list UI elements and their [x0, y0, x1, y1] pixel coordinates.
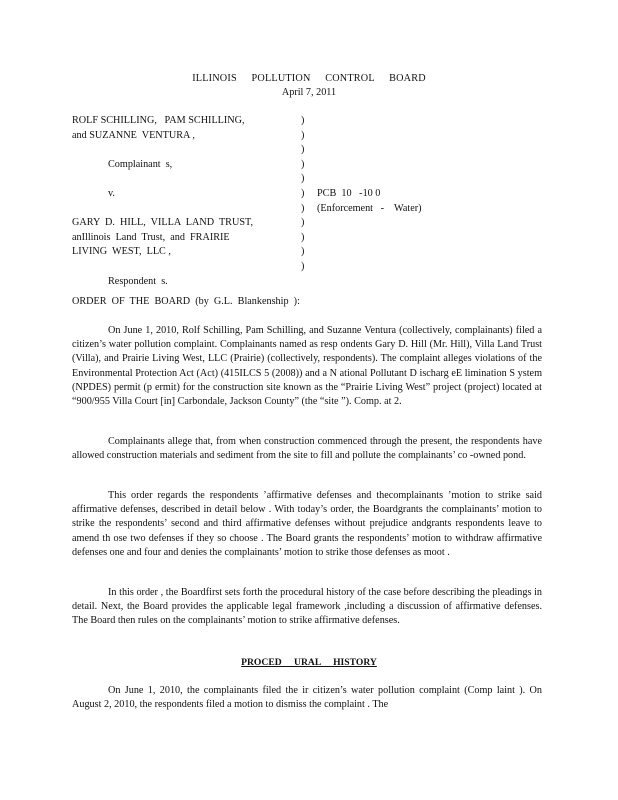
complainants-line-1: ROLF SCHILLING, PAM SCHILLING,	[72, 115, 245, 126]
order-title: ORDER OF THE BOARD (by G.L. Blankenship ):	[72, 296, 300, 307]
case-info	[317, 187, 422, 216]
respondents-line-1: GARY D. HILL, VILLA LAND TRUST,	[72, 217, 254, 229]
paren: )	[301, 231, 305, 243]
case-type: (Enforcement - Water)	[317, 202, 422, 214]
caption-parties	[72, 114, 307, 289]
case-number: PCB 10 -10 0	[317, 188, 381, 199]
order-date: April 7, 2011	[281, 87, 337, 98]
respondents-line-2: anIllinois Land Trust, and FRAIRIE	[72, 231, 230, 243]
paren: )	[301, 260, 305, 272]
paragraph-2: Complainants allege that, from when construction commenced through the present, the respondents have allowed construction materials and sediment from the site to fill and pollute the complainants’ co -owned pond.	[72, 436, 542, 462]
paren: )	[301, 187, 305, 199]
paren: )	[301, 144, 305, 156]
paragraph-1: On June 1, 2010, Rolf Schilling, Pam Schilling, and Suzanne Ventura (collectively, complainants) filed a citizen’s water pollution complaint. Complainants named as resp ondents Gary D. Hill (Mr. Hill), Villa Land Trust (Villa), and Prairie Living West, LLC (Prairie) (collectively, respondents). The complaint alleges violations of the Environmental Protection Act (Act) (415ILCS 5 (2008)) and a N ational Pollutant D ischarg eE limination S ystem (NPDES) permit (p ermit) for the construction site known as the “Prairie Living West” project (project) located at “900/955 Villa Court [in] Carbondale, Jackson County” (the “site ”). Comp. at 2.	[72, 325, 542, 408]
paren: )	[301, 217, 305, 229]
paren: )	[301, 173, 305, 185]
section-title: PROCED URAL HISTORY	[241, 657, 377, 668]
board-name: ILLINOIS POLLUTION CONTROL BOARD	[192, 73, 426, 84]
paren: )	[301, 202, 305, 214]
paren: )	[301, 129, 305, 141]
paragraph-4: In this order , the Boardfirst sets forth the procedural history of the case before describing the pleadings in detail. Next, the Board provides the applicable legal framework ,including a discussion of affirmative defenses. The Board then rules on the complainants’ motion to strike affirmative defenses.	[72, 587, 542, 627]
respondents-label: Respondent s.	[108, 275, 168, 287]
paragraph-5: On June 1, 2010, the complainants filed the ir citizen’s water pollution complaint (Comp laint ). On August 2, 2010, the respondents filed a motion to dismiss the complaint . The	[72, 685, 542, 711]
respondents-line-3: LIVING WEST, LLC ,	[72, 246, 171, 258]
complainants-line-2: and SUZANNE VENTURA ,	[72, 129, 195, 141]
complainants-label: Complainant s,	[108, 158, 173, 170]
caption-parentheses	[301, 114, 311, 275]
paren: )	[301, 115, 305, 126]
versus: v.	[108, 187, 115, 199]
paren: )	[301, 158, 305, 170]
paragraph-3: This order regards the respondents ’affirmative defenses and thecomplainants ’motion to strike said affirmative defenses, described in detail below . With today’s order, the Boardgrants the complainants’ motion to strike the respondents’ second and third affirmative defenses without prejudice andgrants respondents leave to amend th ose two defenses if they so choose . The Board grants the respondents’ motion to withdraw affirmative defenses one and four and denies the complainants’ motion to strike those defenses as moot .	[72, 490, 542, 558]
paren: )	[301, 246, 305, 258]
